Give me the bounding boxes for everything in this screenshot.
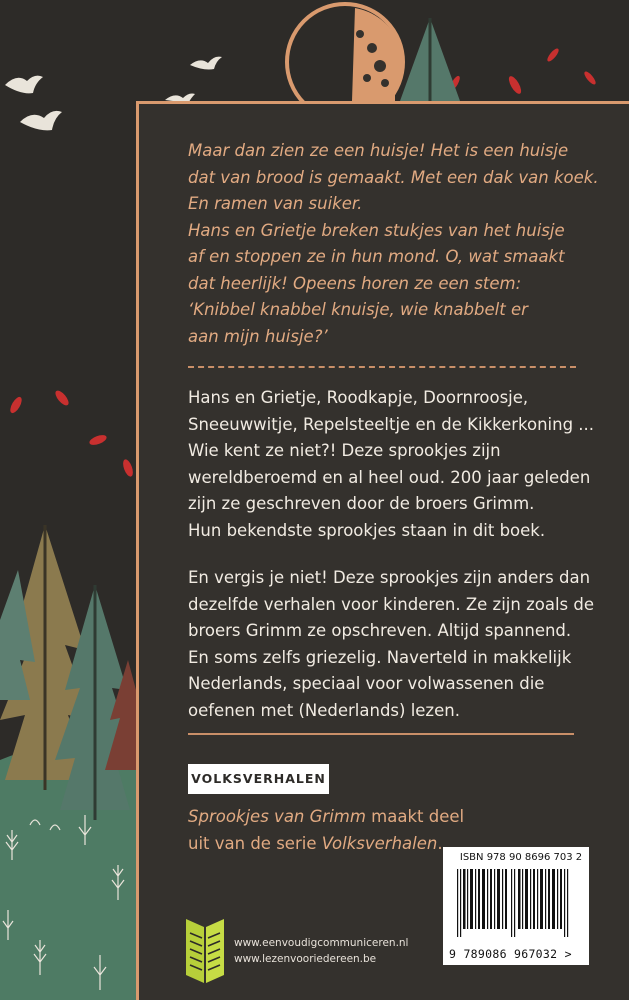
book-title: Sprookjes van Grimm bbox=[188, 807, 366, 826]
description-paragraph-1 bbox=[188, 385, 595, 544]
isbn-label: ISBN 978 90 8696 703 2 bbox=[459, 852, 583, 863]
quote-line: aan mijn huisje?’ bbox=[188, 326, 328, 346]
paragraph-line: En soms zelfs griezelig. Naverteld in makkelijk bbox=[188, 647, 572, 667]
pine-trees bbox=[0, 525, 136, 820]
website-link[interactable]: www.eenvoudigcommuniceren.nl bbox=[234, 937, 409, 949]
publisher-websites bbox=[234, 935, 408, 967]
series-line-1 bbox=[188, 804, 588, 831]
series-text-part: uit van de serie bbox=[188, 833, 322, 853]
pine-tree-top bbox=[400, 18, 460, 101]
paragraph-line: wereldberoemd en al heel oud. 200 jaar geleden bbox=[188, 467, 591, 487]
barcode-box bbox=[443, 847, 589, 965]
paragraph-line: dezelfde verhalen voor kinderen. Ze zijn zoals de bbox=[188, 594, 594, 614]
paragraph-line: zijn ze geschreven door de broers Grimm. bbox=[188, 494, 535, 513]
solid-divider bbox=[188, 733, 574, 735]
quote-line: dat heerlijk! Opeens horen ze een stem: bbox=[188, 273, 522, 293]
paragraph-line: Sneeuwwitje, Repelsteeltje en de Kikkerkoning ... bbox=[188, 414, 595, 434]
quote-line: En ramen van suiker. bbox=[188, 194, 363, 213]
dashed-divider bbox=[188, 366, 576, 368]
series-text-part: . bbox=[437, 833, 443, 853]
quote-line: Maar dan zien ze een huisje! Het is een huisje bbox=[188, 141, 569, 160]
paragraph-line: En vergis je niet! Deze sprookjes zijn anders dan bbox=[188, 568, 591, 587]
paragraph-line: broers Grimm ze opschreven. Altijd spannend. bbox=[188, 621, 572, 640]
barcode-digits: 9 789086 967032 > bbox=[449, 947, 572, 961]
paragraph-line: Hans en Grietje, Roodkapje, Doornroosje, bbox=[188, 388, 529, 407]
barcode-bars bbox=[451, 869, 581, 937]
quote-line: Hans en Grietje breken stukjes van het huisje bbox=[188, 220, 565, 240]
open-book-logo bbox=[184, 913, 226, 989]
paragraph-line: Hun bekendste sprookjes staan in dit boek. bbox=[188, 520, 546, 540]
excerpt-quote bbox=[188, 138, 599, 350]
website-link[interactable]: www.lezenvooriedereen.be bbox=[234, 953, 377, 965]
series-name: Volksverhalen bbox=[321, 833, 438, 853]
quote-line: af en stoppen ze in hun mond. O, wat smaakt bbox=[188, 247, 565, 266]
quote-line: dat van brood is gemaakt. Met een dak van koek. bbox=[188, 167, 599, 187]
series-badge: VOLKSVERHALEN bbox=[188, 764, 329, 794]
quote-line: ‘Knibbel knabbel knuisje, wie knabbelt er bbox=[188, 300, 528, 319]
series-text-part: maakt deel bbox=[365, 807, 465, 826]
paragraph-line: oefenen met (Nederlands) lezen. bbox=[188, 700, 460, 720]
paragraph-line: Nederlands, speciaal voor volwassenen die bbox=[188, 674, 545, 693]
paragraph-line: Wie kent ze niet?! Deze sprookjes zijn bbox=[188, 441, 501, 460]
description-paragraph-2 bbox=[188, 565, 594, 724]
